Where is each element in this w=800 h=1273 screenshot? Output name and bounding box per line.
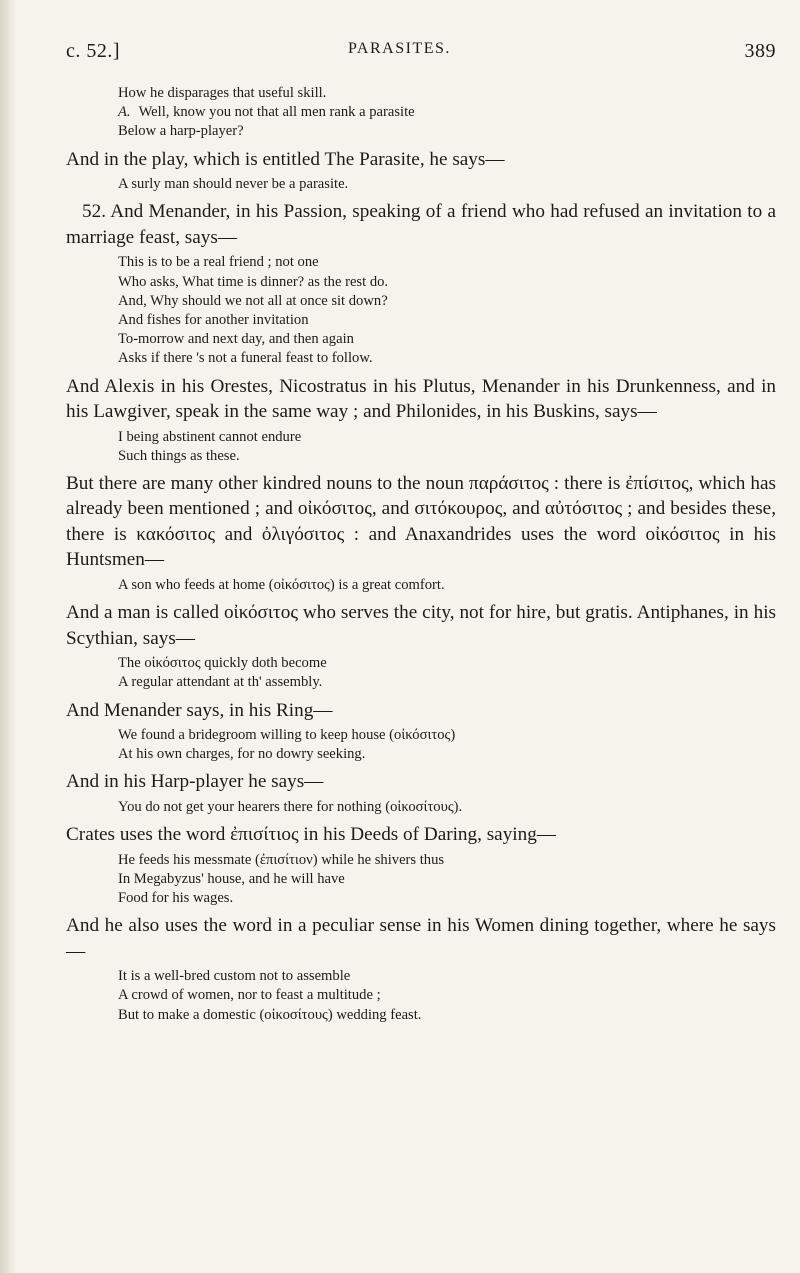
prose-text: Crates uses the word ἐπισίτιος in his Deeds of Daring, saying— [66,824,556,846]
verse-text: You do not get your hearers there for nothing (οἰκοσίτους). [118,798,463,815]
verse-text: A surly man should never be a parasite. [118,176,349,193]
book-binding-shadow [0,0,16,1273]
verse-line [118,986,776,1005]
prose-paragraph [66,698,776,724]
prose-paragraph [66,822,776,848]
verse-line [118,576,776,595]
verse-text: Who asks, What time is dinner? as the rest do. [118,273,389,290]
prose-paragraph [66,600,776,651]
prose-text: And in his Harp-player he says— [66,771,324,793]
verse-line [118,122,776,141]
verse-quotation [118,726,776,764]
verse-line [118,673,776,692]
verse-line [118,253,776,272]
verse-text: The οἰκόσιτος quickly doth become [118,655,327,672]
verse-line [118,851,776,870]
verse-text: But to make a domestic (οἰκοσίτους) wedding feast. [118,1006,422,1023]
verse-text: We found a bridegroom willing to keep house (οἰκόσιτος) [118,727,456,744]
prose-paragraph [66,147,776,173]
prose-paragraph [66,199,776,250]
verse-text: A regular attendant at th' assembly. [118,674,323,691]
verse-line [118,273,776,292]
page-body [66,84,776,1025]
verse-line [118,103,776,122]
verse-line [118,330,776,349]
verse-text: Such things as these. [118,447,240,464]
verse-text: How he disparages that useful skill. [118,85,327,101]
prose-paragraph [66,374,776,425]
prose-text: And he also uses the word in a peculiar sense in his Women dining together, where he says— [66,915,776,962]
running-header [66,40,776,70]
verse-text: At his own charges, for no dowry seeking. [118,746,366,763]
prose-text: And in the play, which is entitled The Parasite, he says— [66,148,505,170]
verse-quotation [118,576,776,595]
verse-text: Asks if there 's not a funeral feast to follow. [118,350,373,367]
verse-line [118,428,776,447]
prose-text: And Menander says, in his Ring— [66,699,333,721]
verse-line [118,311,776,330]
chapter-marker: c. 52.] [66,40,121,62]
verse-text: In Megabyzus' house, and he will have [118,870,345,887]
prose-text: And Alexis in his Orestes, Nicostratus in his Plutus, Menander in his Drunkenness, and in his Lawgiver, speak in the same way ; and Philonides, in his Buskins, says— [66,375,776,423]
verse-quotation [118,84,776,142]
verse-quotation [118,851,776,909]
verse-line [118,447,776,466]
prose-text: And a man is called οἰκόσιτος who serves the city, not for hire, but gratis. Antiphanes, in his Scythian, says— [66,602,776,649]
verse-text: I being abstinent cannot endure [118,428,302,445]
verse-line [118,726,776,745]
book-page [66,40,776,1030]
prose-paragraph [66,769,776,795]
prose-text: But there are many other kindred nouns to the noun παράσιτος : there is ἐπίσιτος, which has already been mentioned ; and οἰκόσιτος, and σιτόκουρος, and αὐτόσιτος ; and besides these, there is κακόσιτος and ὀλιγόσιτος : and Anaxandrides uses the word οἰκόσιτος in his Huntsmen— [66,472,776,571]
verse-text: A son who feeds at home (οἰκόσιτος) is a great comfort. [118,576,445,593]
verse-quotation [118,798,776,817]
verse-line [118,967,776,986]
verse-text: This is to be a real friend ; not one [118,254,319,271]
prose-paragraph [66,471,776,573]
prose-text: 52. And Menander, in his Passion, speaking of a friend who had refused an invitation to a marriage feast, says— [66,201,776,248]
verse-text: Below a harp-player? [118,123,244,140]
verse-text: And fishes for another invitation [118,311,309,328]
prose-paragraph [66,913,776,964]
verse-text: Food for his wages. [118,890,234,907]
verse-text: To-morrow and next day, and then again [118,331,354,348]
running-title: PARASITES. [348,40,451,57]
verse-quotation [118,253,776,368]
verse-quotation [118,175,776,194]
verse-text: It is a well-bred custom not to assemble [118,968,351,985]
speaker-label: A. [118,104,131,121]
verse-line [118,84,776,103]
verse-line [118,175,776,194]
verse-line [118,889,776,908]
verse-quotation [118,428,776,466]
verse-line [118,870,776,889]
verse-line [118,349,776,368]
verse-line [118,745,776,764]
verse-line [118,654,776,673]
page-number: 389 [744,40,776,62]
verse-line [118,798,776,817]
verse-line [118,1006,776,1025]
verse-line [118,292,776,311]
verse-quotation [118,967,776,1025]
verse-text: Well, know you not that all men rank a parasite [138,104,415,121]
verse-text: And, Why should we not all at once sit down? [118,292,388,309]
verse-text: He feeds his messmate (ἐπισίτιον) while he shivers thus [118,851,445,868]
verse-text: A crowd of women, nor to feast a multitude ; [118,987,381,1004]
verse-quotation [118,654,776,692]
